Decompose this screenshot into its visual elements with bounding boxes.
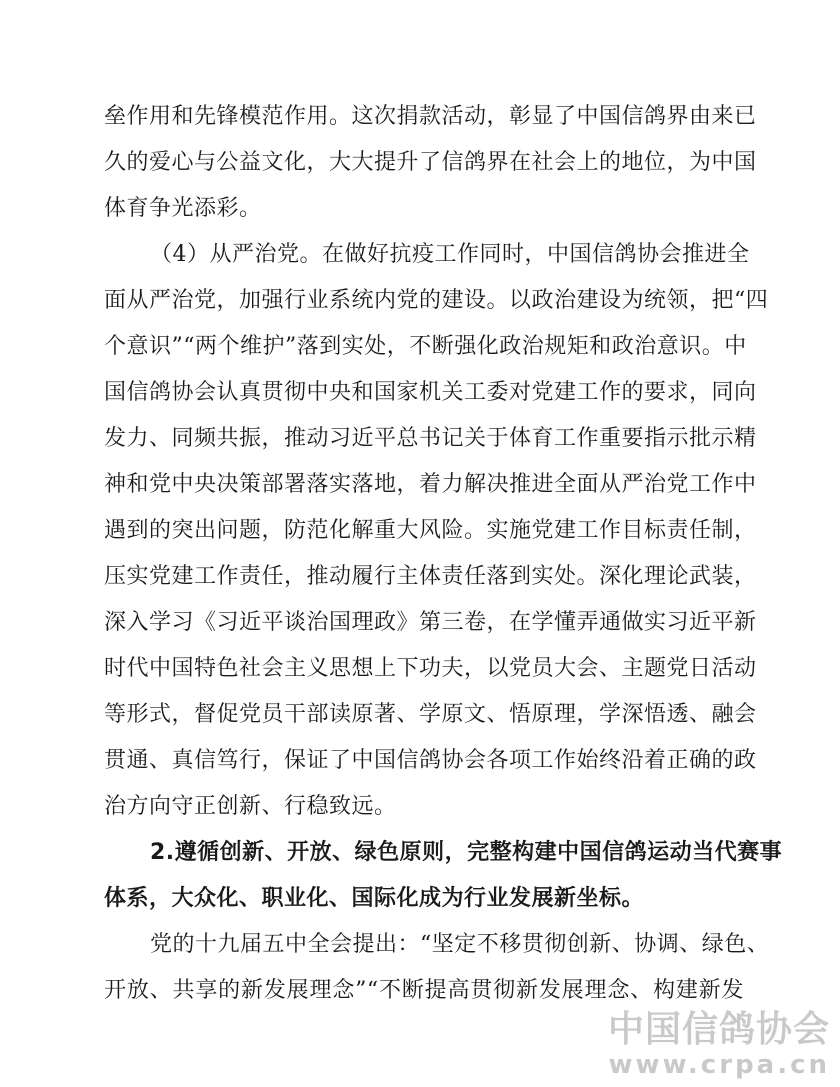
paragraph-line: 开放、共享的新发展理念”“不断提高贯彻新发展理念、构建新发	[104, 978, 744, 1003]
paragraph-line: 体育争光添彩。	[104, 196, 262, 221]
paragraph-line: 党的十九届五中全会提出：“坚定不移贯彻创新、协调、绿色、	[150, 932, 770, 957]
watermark-url: www.crpa.cn	[608, 1050, 830, 1080]
watermark-name: 中国信鸽协会	[607, 1009, 830, 1050]
section-heading-line: 体系，大众化、职业化、国际化成为行业发展新坐标。	[104, 886, 645, 911]
paragraph-line: 等形式，督促党员干部读原著、学原文、悟原理，学深悟透、融会	[104, 702, 757, 727]
paragraph-line: 国信鸽协会认真贯彻中央和国家机关工委对党建工作的要求，同向	[104, 380, 757, 405]
paragraph-line: 久的爱心与公益文化，大大提升了信鸽界在社会上的地位，为中国	[104, 150, 757, 175]
paragraph-line: 神和党中央决策部署落实落地，着力解决推进全面从严治党工作中	[104, 472, 757, 497]
paragraph-line: 压实党建工作责任，推动履行主体责任落到实处。深化理论武装，	[104, 564, 757, 589]
paragraph-line: 深入学习《习近平谈治国理政》第三卷，在学懂弄通做实习近平新	[104, 610, 757, 635]
paragraph-line: 遇到的突出问题，防范化解重大风险。实施党建工作目标责任制，	[104, 518, 757, 543]
paragraph-line: 发力、同频共振，推动习近平总书记关于体育工作重要指示批示精	[104, 426, 757, 451]
paragraph-line: 垒作用和先锋模范作用。这次捐款活动，彰显了中国信鸽界由来已	[104, 104, 757, 129]
paragraph-line: 贯通、真信笃行，保证了中国信鸽协会各项工作始终沿着正确的政	[104, 748, 757, 773]
paragraph-line: 治方向守正创新、行稳致远。	[104, 794, 397, 819]
paragraph-line: 面从严治党，加强行业系统内党的建设。以政治建设为统领，把“四	[104, 288, 769, 313]
section-heading-line: 2.遵循创新、开放、绿色原则，完整构建中国信鸽运动当代赛事	[150, 840, 783, 865]
paragraph-line: 个意识”“两个维护”落到实处，不断强化政治规矩和政治意识。中	[104, 334, 747, 359]
paragraph-line: （4）从严治党。在做好抗疫工作同时，中国信鸽协会推进全	[150, 242, 750, 267]
watermark-logo	[608, 1010, 830, 1080]
paragraph-line: 时代中国特色社会主义思想上下功夫，以党员大会、主题党日活动	[104, 656, 757, 681]
